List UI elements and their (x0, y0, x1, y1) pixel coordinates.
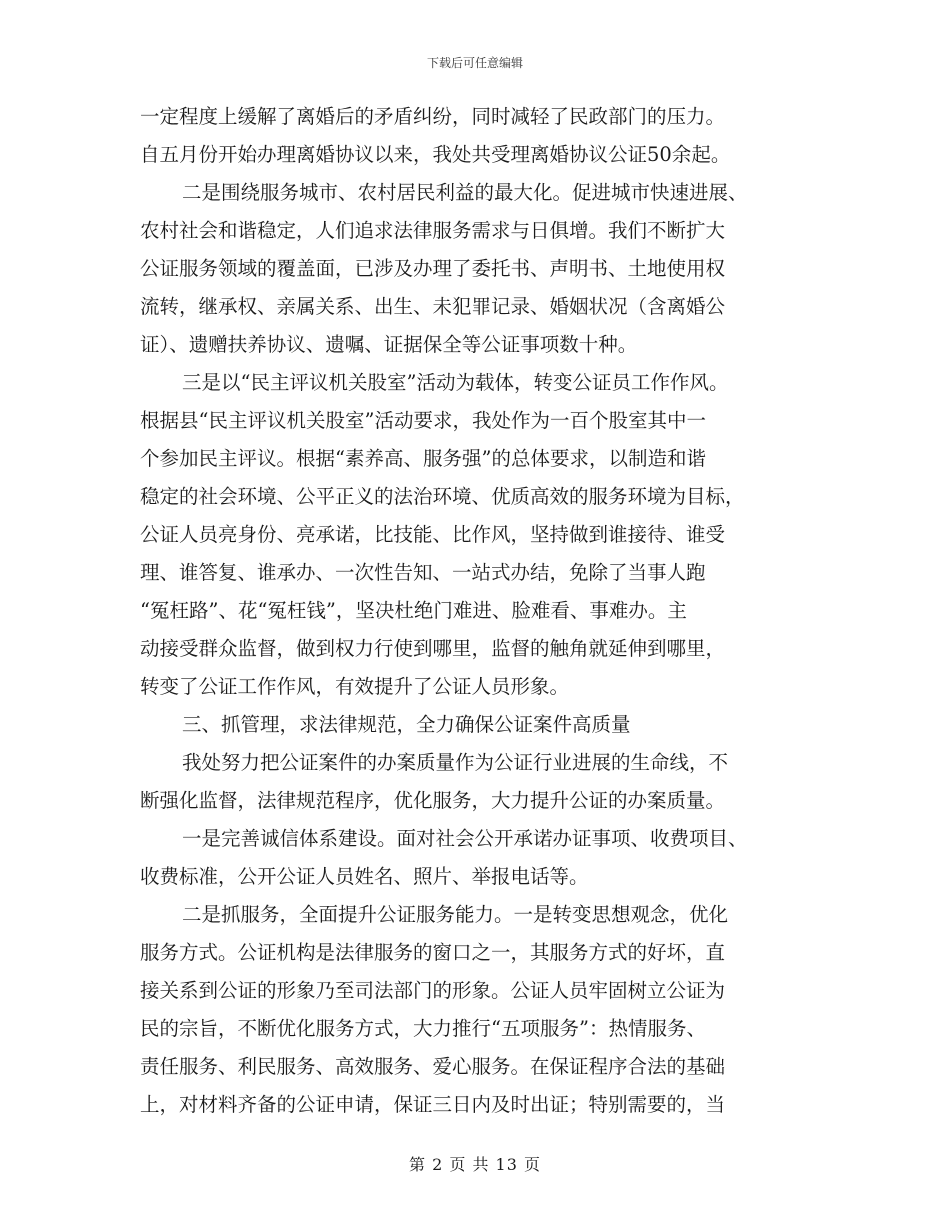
page-number-footer: 第 2 页 共 13 页 (409, 1155, 541, 1174)
text-line: 公证服务领域的覆盖面，已涉及办理了委托书、声明书、土地使用权 (140, 257, 726, 280)
text-line: 农村社会和谐稳定，人们追求法律服务需求与日俱增。我们不断扩大 (140, 219, 726, 242)
paragraph-start-line: 我处努力把公证案件的办案质量作为公证行业进展的生命线，不 (182, 751, 729, 774)
text-line: 接关系到公证的形象乃至司法部门的形象。公证人员牢固树立公证为 (140, 979, 726, 1002)
text-line: 动接受群众监督，做到权力行使到哪里，监督的触角就延伸到哪里， (140, 637, 726, 660)
page-header: 下载后可任意编辑 (426, 56, 523, 70)
text-line: 根据县“民主评议机关股室”活动要求，我处作为一百个股室其中一 (140, 409, 706, 432)
paragraph-start-line: 二是围绕服务城市、农村居民利益的最大化。促进城市快速进展、 (182, 181, 748, 204)
paragraph-start-line: 二是抓服务，全面提升公证服务能力。一是转变思想观念，优化 (182, 903, 729, 926)
text-line: 公证人员亮身份、亮承诺，比技能、比作风，坚持做到谁接待、谁受 (140, 523, 726, 546)
section-heading: 三、抓管理，求法律规范，全力确保公证案件高质量 (182, 713, 631, 736)
text-line: 理、谁答复、谁承办、一次性告知、一站式办结，免除了当事人跑 (140, 561, 706, 584)
text-line: 稳定的社会环境、公平正义的法治环境、优质高效的服务环境为目标， (140, 485, 745, 508)
paragraph-start-line: 一是完善诚信体系建设。面对社会公开承诺办证事项、收费项目、 (182, 827, 748, 850)
text-line: 一定程度上缓解了离婚后的矛盾纠纷，同时减轻了民政部门的压力。 (140, 105, 726, 128)
text-line: 上，对材料齐备的公证申请，保证三日内及时出证；特别需要的，当 (140, 1093, 726, 1116)
text-line: 证）、遗赠扶养协议、遗嘱、证据保全等公证事项数十种。 (140, 333, 638, 356)
paragraph-start-line: 三是以“民主评议机关股室”活动为载体，转变公证员工作作风。 (182, 371, 729, 394)
text-line: 收费标准，公开公证人员姓名、照片、举报电话等。 (140, 865, 589, 888)
text-line: 服务方式。公证机构是法律服务的窗口之一，其服务方式的好坏，直 (140, 941, 726, 964)
document-body (140, 98, 820, 1124)
text-line: 个参加民主评议。根据“素养高、服务强”的总体要求，以制造和谐 (140, 447, 706, 470)
text-line: 责任服务、利民服务、高效服务、爱心服务。在保证程序合法的基础 (140, 1055, 726, 1078)
text-line: 流转，继承权、亲属关系、出生、未犯罪记录、婚姻状况（含离婚公 (140, 295, 726, 318)
text-line: 转变了公证工作作风，有效提升了公证人员形象。 (140, 675, 570, 698)
text-line: 自五月份开始办理离婚协议以来，我处共受理离婚协议公证50余起。 (140, 143, 731, 166)
text-line: “冤枉路”、花“冤枉钱”，坚决杜绝门难进、脸难看、事难办。主 (140, 599, 687, 622)
text-line: 断强化监督，法律规范程序，优化服务，大力提升公证的办案质量。 (140, 789, 726, 812)
text-line: 民的宗旨，不断优化服务方式，大力推行“五项服务”：热情服务、 (140, 1017, 706, 1040)
